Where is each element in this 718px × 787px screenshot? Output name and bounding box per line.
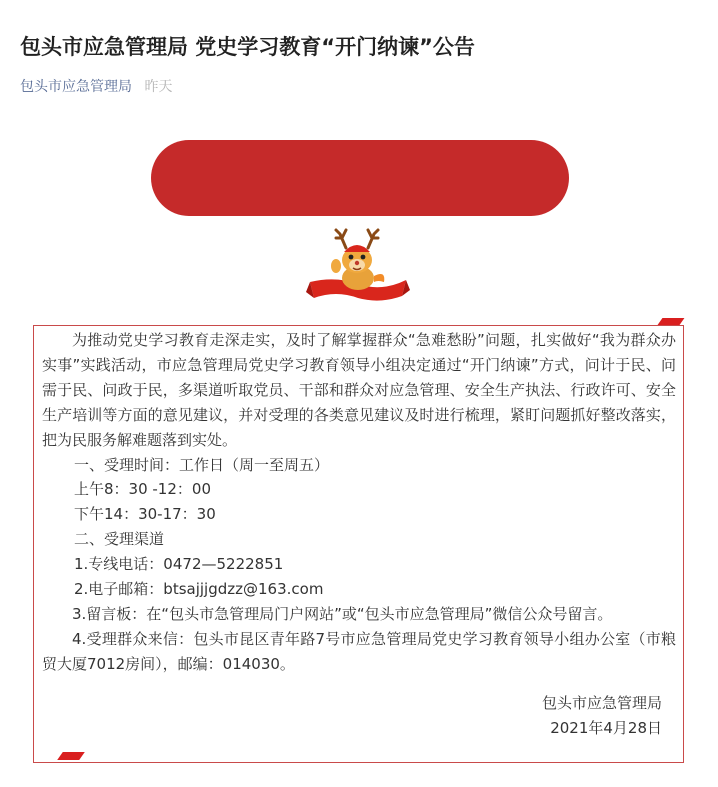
intro-paragraph: 为推动党史学习教育走深走实，及时了解掌握群众“急难愁盼”问题，扎实做好“我为群众办实事”实践活动，市应急管理局党史学习教育领导小组决定通过“开门纳谏”方式，问计于民、问需于民、问政于民，多渠道听取党员、干部和群众对应急管理、安全生产执法、行政许可、安全生产培训等方面的意见建议，并对受理的各类意见建议及时进行梳理，紧盯问题抓好整改落实，把为民服务解难题落到实处。 xyxy=(42,331,676,449)
signoff-organization: 包头市应急管理局 xyxy=(541,693,662,712)
channel-letters: 4.受理群众来信：包头市昆区青年路7号市应急管理局党史学习教育领导小组办公室（市粮贸大厦7012房间），邮编：014030。 xyxy=(42,629,676,673)
reindeer-mascot-icon xyxy=(306,226,410,308)
account-name-link[interactable]: 包头市应急管理局 xyxy=(20,79,132,95)
section-channels-heading: 二、受理渠道 xyxy=(74,530,165,549)
notice-body xyxy=(42,328,676,741)
channel-message-board: 3.留言板：在“包头市急管理局门户网站”或“包头市应急管理局”微信公众号留言。 xyxy=(72,604,613,623)
signoff-spacer xyxy=(42,677,676,691)
morning-hours: 上午8：30 -12：00 xyxy=(74,480,211,499)
header-banner xyxy=(151,140,569,216)
channel-phone: 1.专线电话：0472—5222851 xyxy=(74,555,284,574)
channel-email: 2.电子邮箱：btsajjjgdzz@163.com xyxy=(74,580,324,599)
article-title: 包头市应急管理局 党史学习教育“开门纳谏”公告 xyxy=(20,35,475,59)
afternoon-hours: 下午14：30-17：30 xyxy=(74,505,216,524)
publish-date: 昨天 xyxy=(144,79,173,95)
decor-corner-top-right xyxy=(658,318,685,325)
article-meta xyxy=(20,77,172,97)
section-time-heading: 一、受理时间：工作日（周一至周五） xyxy=(74,455,330,474)
signoff-date: 2021年4月28日 xyxy=(550,718,662,737)
